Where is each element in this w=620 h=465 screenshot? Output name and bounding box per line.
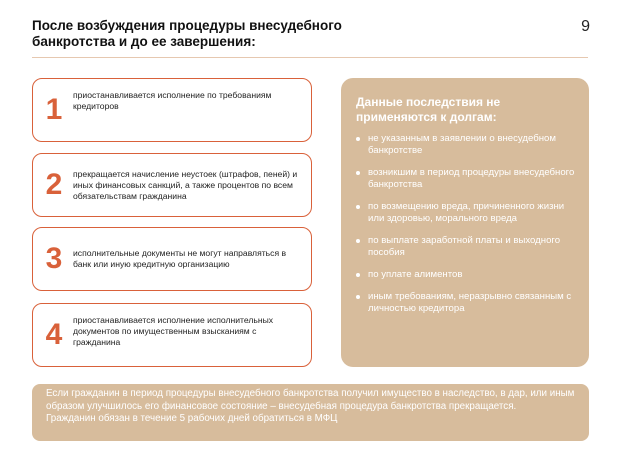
list-item: по уплате алиментов — [356, 269, 575, 281]
list-item: не указанным в заявлении о внесудебном банкротстве — [356, 133, 575, 157]
card-number: 2 — [45, 168, 63, 201]
card-number: 4 — [45, 318, 63, 351]
exceptions-title: Данные последствия не применяются к долгам: — [356, 95, 501, 124]
consequence-card-2 — [32, 153, 312, 217]
card-text: прекращается начисление неустоек (штрафов, пеней) и иных финансовых санкций, а также процентов по всем обязательствам гражданина — [73, 168, 298, 201]
exceptions-panel — [341, 78, 589, 367]
page-title: После возбуждения процедуры внесудебного банкротства и до ее завершения: — [32, 18, 342, 49]
header-divider — [32, 57, 588, 58]
footer-note — [32, 384, 589, 441]
list-item: возникшим в период процедуры внесудебного банкротства — [356, 167, 575, 191]
consequence-card-1 — [32, 78, 312, 142]
list-item: иным требованиям, неразрывно связанным с личностью кредитора — [356, 291, 575, 315]
footer-note-line-1: Если гражданин в период процедуры внесудебного банкротства получил имущество в наследство, в дар, или иным образом улучшилось его финансовое состояние – внесудебная процедура банкротства прекращается. — [46, 388, 575, 412]
list-item: по выплате заработной платы и выходного пособия — [356, 235, 575, 259]
card-number: 3 — [45, 242, 63, 275]
footer-note-line-2: Гражданин обязан в течение 5 рабочих дней обратиться в МФЦ — [46, 413, 338, 424]
card-text: приостанавливается исполнение исполнительных документов по имущественным взысканиям с гражданина — [73, 315, 274, 347]
list-item: по возмещению вреда, причиненного жизни или здоровью, морального вреда — [356, 201, 575, 225]
consequence-card-3 — [32, 227, 312, 291]
exceptions-list — [356, 133, 575, 315]
consequence-card-4 — [32, 303, 312, 367]
card-text: исполнительные документы не могут направляться в банк или иную кредитную организацию — [73, 248, 287, 269]
card-text: приостанавливается исполнение по требованиям кредиторов — [73, 90, 272, 111]
card-number: 1 — [45, 93, 63, 126]
page-number: 9 — [581, 18, 590, 35]
